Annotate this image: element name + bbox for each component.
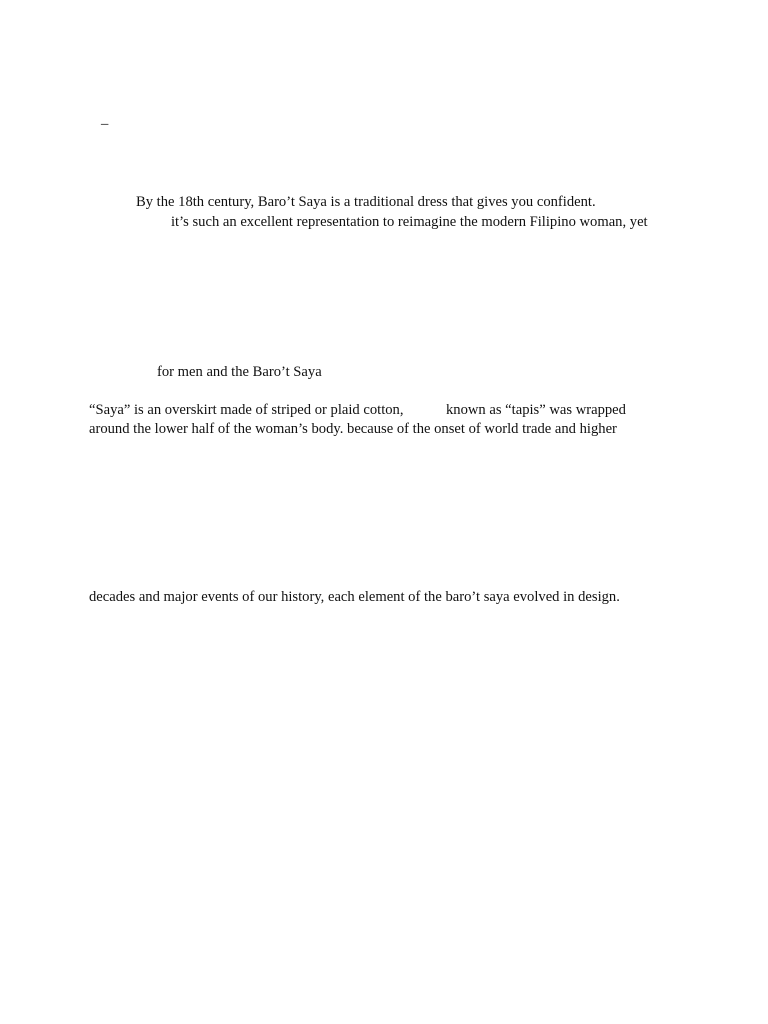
text-line: decades and major events of our history, each element of the baro’t saya evolved in design. (89, 589, 620, 605)
text-line: around the lower half of the woman’s body. because of the onset of world trade and higher (89, 421, 617, 437)
text-line: By the 18th century, Baro’t Saya is a traditional dress that gives you confident. (136, 194, 596, 210)
text-line: for men and the Baro’t Saya (157, 364, 322, 380)
text-line: “Saya” is an overskirt made of striped or plaid cotton, (89, 402, 404, 418)
text-line: known as “tapis” was wrapped (446, 402, 626, 418)
stray-marker: _ (101, 111, 109, 127)
text-line: it’s such an excellent representation to reimagine the modern Filipino woman, yet (171, 214, 648, 230)
